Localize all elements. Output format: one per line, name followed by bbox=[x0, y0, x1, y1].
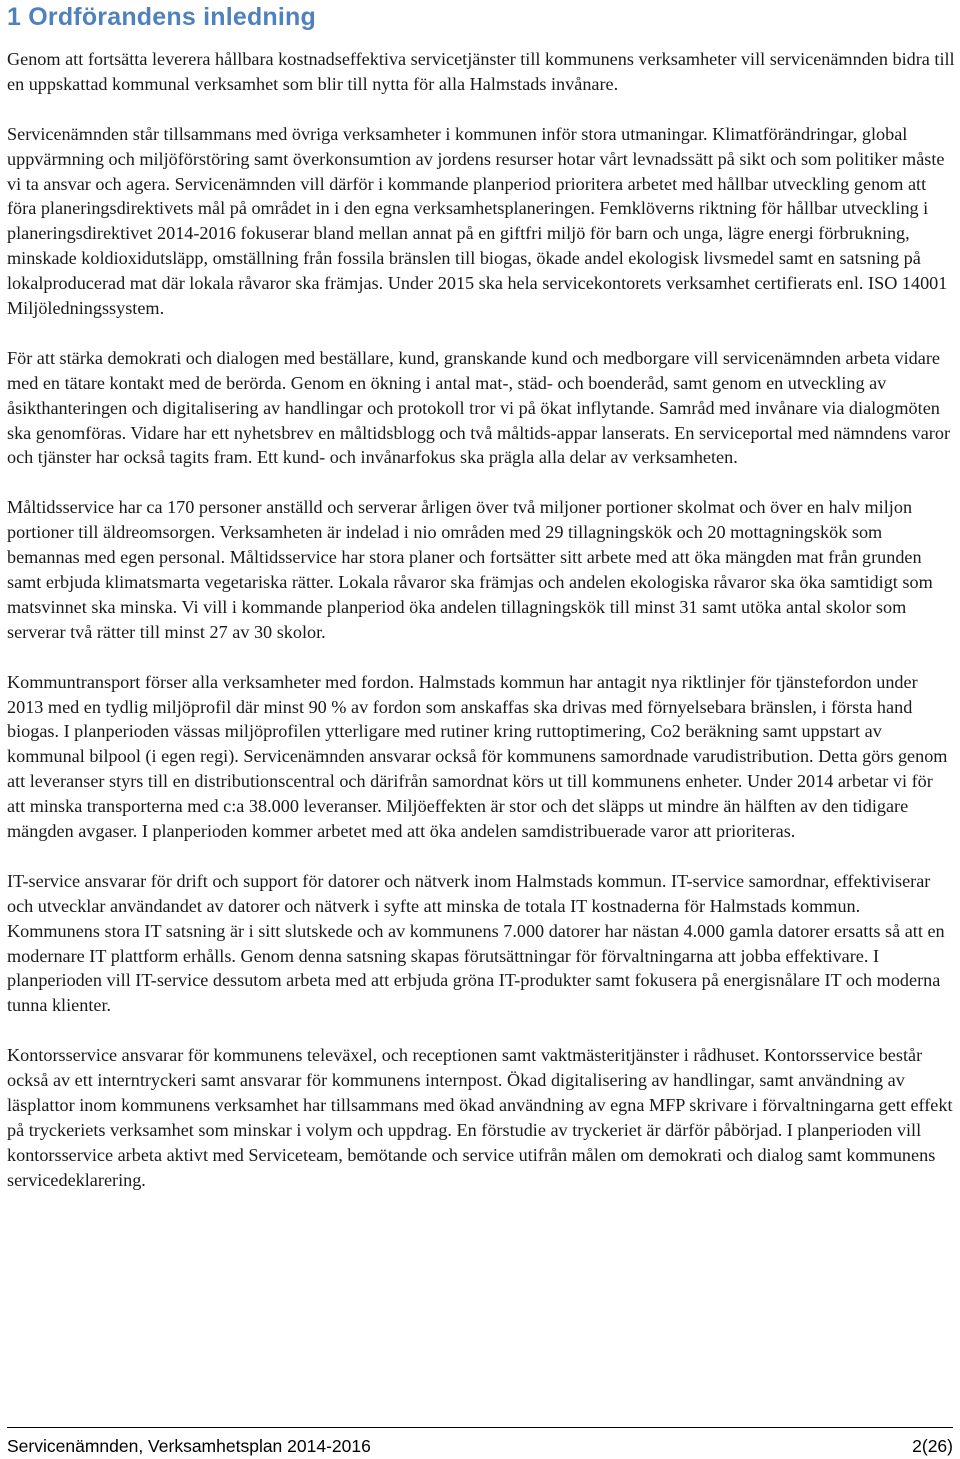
page-number: 2(26) bbox=[912, 1436, 953, 1456]
paragraph-transport: Kommuntransport förser alla verksamheter med fordon. Halmstads kommun har antagit nya riktlinjer för tjänstefordon under 2013 med en tydlig miljöprofil där minst 90 % av fordon som anskaffas ska drivas med förnyelsebara bränslen, i första hand biogas. I planperioden vässas miljöprofilen ytterligare med rutiner kring ruttoptimering, Co2 beräkning samt uppstart av kommunal bilpool (i egen regi). Servicenämnden ansvarar också för kommunens samordnade varudistribution. Detta görs genom att leveranser styrs till en distributionscentral och därifrån samordnat körs ut till kommunens enheter. Under 2014 arbetar vi för att minska transporterna med c:a 38.000 leveranser. Miljöeffekten är stor och det släpps ut mindre än hälften av den tidigare mängden avgaser. I planperioden kommer arbetet med att öka andelen samdistribuerade varor att prioriteras. bbox=[7, 671, 948, 842]
footer-title: Servicenämnden, Verksamhetsplan 2014-2016 bbox=[7, 1436, 371, 1456]
paragraph-meal-service: Måltidsservice har ca 170 personer anställd och serverar årligen över två miljoner portioner skolmat och över en halv miljon portioner till äldreomsorgen. Verksamheten är indelad i nio områden med 29 tillagningskök och 20 mottagningskök som bemannas med egen personal. Måltidsservice har stora planer och fortsätter sitt arbete med att öka mängden mat från grunden samt erbjuda klimatsmarta vegetariska rätter. Lokala råvaror ska främjas och andelen ekologiska råvaror ska öka samtidigt som matsvinnet ska minska. Vi vill i kommande planperiod öka andelen tillagningskök till minst 31 samt utöka antal skolor som serverar två rätter till minst 27 av 30 skolor. bbox=[7, 497, 933, 642]
section-heading: 1 Ordförandens inledning bbox=[7, 3, 316, 31]
document-body bbox=[7, 47, 955, 1217]
paragraph-office-service: Kontorsservice ansvarar för kommunens televäxel, och receptionen samt vaktmästeritjänster i rådhuset. Kontorsservice består också av ett interntryckeri samt ansvarar för kommunens internpost. Ökad digitalisering av handlingar, samt användning av läsplattor inom kommunens verksamhet har tillsammans med ökad användning av egna MFP skrivare i förvaltningarna gett effekt på tryckeriets verksamhet som minskar i volym och uppdrag. En förstudie av tryckeriet är därför påbörjad. I planperioden vill kontorsservice arbeta aktivt med Serviceteam, bemötande och service utifrån målen om demokrati och dialog samt kommunens servicedeklarering. bbox=[7, 1045, 953, 1190]
paragraph-intro: Genom att fortsätta leverera hållbara kostnadseffektiva servicetjänster till kommunens verksamheter vill servicenämnden bidra till en uppskattad kommunal verksamhet som blir till nytta för alla Halmstads invånare. bbox=[7, 49, 955, 94]
footer-divider bbox=[7, 1427, 953, 1428]
page-footer bbox=[7, 1435, 953, 1457]
paragraph-democracy: För att stärka demokrati och dialogen med beställare, kund, granskande kund och medborgare vill servicenämnden arbeta vidare med en tätare kontakt med de berörda. Genom en ökning i antal mat-, städ- och boenderåd, samt genom en utveckling av åsikthanteringen och digitalisering av handlingar och protokoll tror vi på ökat inflytande. Samråd med invånare via dialogmöten ska genomföras. Vidare har ett nyhetsbrev en måltidsblogg och två måltids-appar lanserats. En serviceportal med nämndens varor och tjänster har också tagits fram. Ett kund- och invånarfokus ska prägla alla delar av verksamheten. bbox=[7, 347, 951, 468]
paragraph-sustainability: Servicenämnden står tillsammans med övriga verksamheter i kommunen inför stora utmaningar. Klimatförändringar, global uppvärmning och miljöförstöring samt överkonsumtion av jordens resurser hotar vårt levnadssätt på sikt och som politiker måste vi ta ansvar och agera. Servicenämnden vill därför i kommande planperiod prioritera arbetet med hållbar utveckling genom att föra planeringsdirektivets mål på området in i den egna verksamhetsplaneringen. Femklöverns riktning för hållbar utveckling i planeringsdirektivet 2014-2016 fokuserar bland mellan annat på en giftfri miljö för barn och unga, lägre energi förbrukning, minskade koldioxidutsläpp, omställning från fossila bränslen till biogas, ökade andel ekologisk livsmedel samt en satsning på lokalproducerad mat där lokala råvaror ska främjas. Under 2015 ska hela servicekontorets verksamhet certifierats enl. ISO 14001 Miljöledningssystem. bbox=[7, 123, 948, 319]
paragraph-it-service: IT-service ansvarar för drift och support för datorer och nätverk inom Halmstads kommun. IT-service samordnar, effektiviserar och utvecklar användandet av datorer och nätverk i syfte att minska de totala IT kostnaderna för Halmstads kommun. Kommunens stora IT satsning är i sitt slutskede och av kommunens 7.000 datorer har nästan 4.000 gamla datorer ersatts så att en modernare IT plattform erhålls. Genom denna satsning skapas förutsättningar för förvaltningarna att jobba effektivare. I planperioden vill IT-service dessutom arbeta med att erbjuda gröna IT-produkter samt fokusera på energisnålare IT och moderna tunna klienter. bbox=[7, 870, 945, 1016]
